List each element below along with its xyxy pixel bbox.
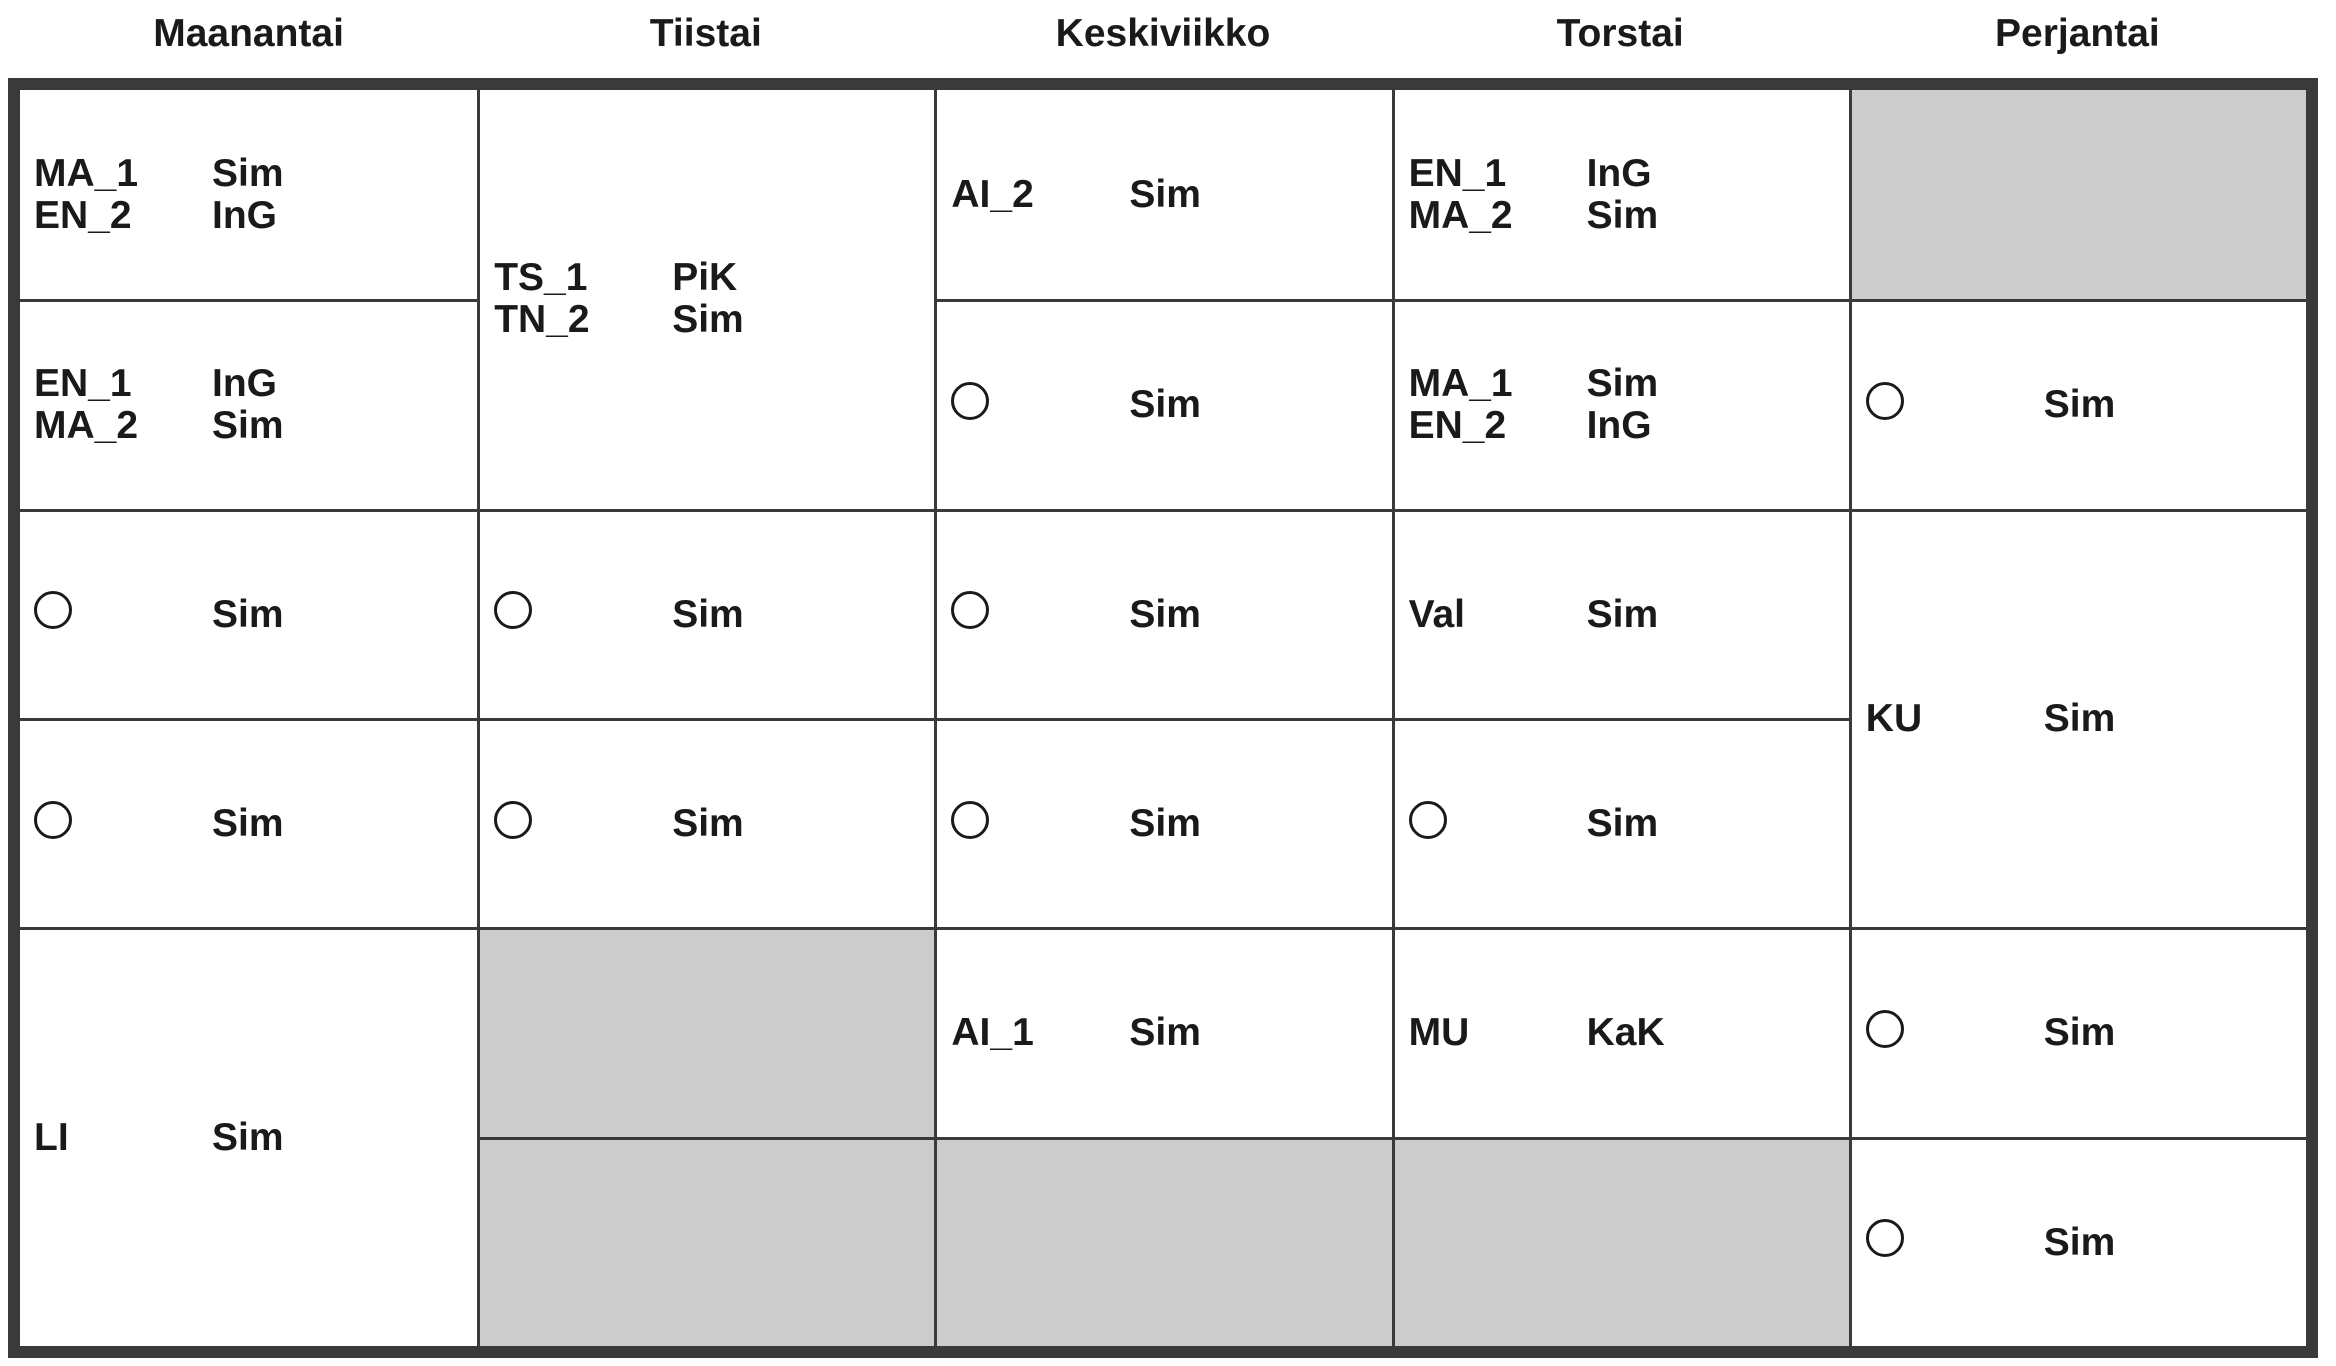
lesson-slot — [937, 718, 1391, 927]
teacher-code: Sim — [1129, 592, 1201, 636]
lesson-entry — [951, 1012, 1201, 1054]
course-code: KU — [1865, 697, 1923, 741]
lesson-slot — [20, 509, 477, 718]
lesson-entry — [34, 363, 284, 405]
empty-slot — [1395, 1137, 1849, 1346]
circle-icon — [494, 591, 532, 629]
lesson-slot — [1395, 927, 1849, 1136]
lesson-entries — [1409, 1012, 1665, 1054]
teacher-code: Sim — [1586, 802, 1659, 846]
teacher-code: Sim — [212, 151, 284, 195]
open-slot-circle-icon — [34, 801, 212, 848]
lesson-entry — [951, 174, 1201, 216]
teacher-code: InG — [212, 193, 277, 237]
course-code: EN_1 — [34, 362, 132, 406]
teacher-code: Sim — [1129, 172, 1201, 216]
lesson-entries — [1409, 153, 1659, 237]
lesson-entry — [494, 801, 744, 848]
lesson-entry — [951, 801, 1201, 848]
circle-icon — [1866, 1010, 1904, 1048]
teacher-code: Sim — [1129, 1011, 1201, 1055]
teacher-code: KaK — [1586, 1011, 1665, 1055]
course-code: TN_2 — [494, 298, 590, 342]
course-code: EN_2 — [1408, 404, 1507, 448]
lesson-slot — [20, 299, 477, 508]
teacher-code: PiK — [672, 256, 738, 300]
lesson-entry — [34, 801, 284, 848]
lesson-entries — [951, 382, 1201, 429]
lesson-slot — [937, 509, 1391, 718]
lesson-entry — [494, 257, 744, 299]
lesson-slot — [20, 718, 477, 927]
lesson-entries — [1409, 801, 1659, 848]
lesson-entries — [34, 801, 284, 848]
lesson-slot — [1852, 1137, 2306, 1346]
open-slot-circle-icon — [951, 382, 1129, 429]
course-code: EN_2 — [34, 193, 132, 237]
lesson-entry — [1866, 698, 2116, 740]
lesson-entries — [1409, 363, 1659, 447]
lesson-slot — [937, 90, 1391, 299]
lesson-slot — [20, 90, 477, 299]
lesson-entry — [1409, 405, 1659, 447]
teacher-code: Sim — [2043, 1011, 2116, 1055]
teacher-code: Sim — [1586, 193, 1659, 237]
lesson-entries — [34, 363, 284, 447]
teacher-code: Sim — [1129, 802, 1201, 846]
lesson-entry — [34, 405, 284, 447]
empty-slot — [480, 1137, 934, 1346]
lesson-entry — [1409, 594, 1659, 636]
lesson-entry — [1866, 382, 2116, 429]
lesson-slot — [1395, 509, 1849, 718]
open-slot-circle-icon — [34, 591, 212, 638]
lesson-slot — [20, 927, 477, 1346]
course-code: LI — [34, 1116, 69, 1160]
open-slot-circle-icon — [494, 591, 672, 638]
circle-icon — [494, 801, 532, 839]
teacher-code: Sim — [672, 298, 744, 342]
circle-icon — [1866, 382, 1904, 420]
teacher-code: InG — [1586, 151, 1652, 195]
teacher-code: InG — [1586, 404, 1652, 448]
day-column-tiistai — [477, 90, 934, 1346]
day-column-keskiviikko — [934, 90, 1391, 1346]
day-column-perjantai — [1849, 90, 2306, 1346]
lesson-entry — [1409, 1012, 1665, 1054]
lesson-entry — [1409, 801, 1659, 848]
lesson-entry — [1866, 1219, 2116, 1266]
circle-icon — [951, 382, 989, 420]
teacher-code: InG — [212, 362, 277, 406]
course-code: EN_1 — [1408, 151, 1507, 195]
lesson-entry — [34, 1117, 284, 1159]
lesson-slot — [1852, 509, 2306, 928]
course-code: Val — [1408, 592, 1465, 636]
lesson-entry — [951, 591, 1201, 638]
lesson-slot — [480, 509, 934, 718]
lesson-entry — [34, 591, 284, 638]
course-code: TS_1 — [494, 256, 588, 300]
open-slot-circle-icon — [1866, 1010, 2044, 1057]
course-code: MA_2 — [34, 404, 139, 448]
lesson-entry — [951, 382, 1201, 429]
circle-icon — [34, 801, 72, 839]
empty-slot — [480, 927, 934, 1136]
lesson-entry — [1409, 363, 1659, 405]
lesson-slot — [937, 927, 1391, 1136]
day-column-maanantai — [20, 90, 477, 1346]
lesson-slot — [1395, 299, 1849, 508]
teacher-code: Sim — [1586, 362, 1659, 406]
course-code: MU — [1408, 1011, 1470, 1055]
teacher-code: Sim — [212, 1116, 284, 1160]
lesson-entries — [494, 801, 744, 848]
teacher-code: Sim — [212, 404, 284, 448]
day-header-maanantai: Maanantai — [153, 12, 344, 55]
lesson-entry — [1409, 153, 1659, 195]
weekly-schedule-grid — [8, 78, 2318, 1358]
lesson-entries — [1866, 698, 2116, 740]
lesson-entries — [34, 1117, 284, 1159]
lesson-entries — [951, 1012, 1201, 1054]
open-slot-circle-icon — [1409, 801, 1587, 848]
lesson-entries — [34, 591, 284, 638]
day-column-torstai — [1392, 90, 1849, 1346]
teacher-code: Sim — [2043, 1220, 2116, 1264]
course-code: AI_2 — [951, 172, 1034, 216]
empty-slot — [937, 1137, 1391, 1346]
lesson-entries — [34, 153, 284, 237]
lesson-entries — [1866, 1219, 2116, 1266]
teacher-code: Sim — [1129, 383, 1201, 427]
lesson-entry — [494, 591, 744, 638]
lesson-slot — [1852, 927, 2306, 1136]
open-slot-circle-icon — [494, 801, 672, 848]
lesson-entry — [1866, 1010, 2116, 1057]
lesson-entries — [494, 591, 744, 638]
teacher-code: Sim — [212, 592, 284, 636]
teacher-code: Sim — [2043, 697, 2116, 741]
lesson-entries — [1409, 594, 1659, 636]
lesson-entries — [951, 801, 1201, 848]
day-header-keskiviikko: Keskiviikko — [1055, 12, 1271, 55]
course-code: MA_1 — [34, 151, 139, 195]
empty-slot — [1852, 90, 2306, 299]
day-header-perjantai: Perjantai — [1995, 12, 2160, 55]
lesson-entries — [494, 257, 744, 341]
teacher-code: Sim — [2043, 383, 2116, 427]
teacher-code: Sim — [212, 802, 284, 846]
lesson-entries — [951, 174, 1201, 216]
lesson-entry — [34, 153, 284, 195]
teacher-code: Sim — [672, 802, 744, 846]
lesson-entry — [494, 299, 744, 341]
course-code: MA_1 — [1408, 362, 1513, 406]
circle-icon — [1409, 801, 1447, 839]
lesson-entries — [1866, 382, 2116, 429]
lesson-slot — [1395, 718, 1849, 927]
circle-icon — [34, 591, 72, 629]
lesson-slot — [1852, 299, 2306, 508]
lesson-entries — [1866, 1010, 2116, 1057]
lesson-slot — [937, 299, 1391, 508]
circle-icon — [1866, 1219, 1904, 1257]
open-slot-circle-icon — [951, 591, 1129, 638]
lesson-entries — [951, 591, 1201, 638]
day-header-torstai: Torstai — [1556, 12, 1684, 55]
lesson-slot — [480, 90, 934, 509]
circle-icon — [951, 801, 989, 839]
teacher-code: Sim — [672, 592, 744, 636]
course-code: AI_1 — [951, 1011, 1034, 1055]
lesson-entry — [1409, 195, 1659, 237]
lesson-entry — [34, 195, 284, 237]
lesson-slot — [1395, 90, 1849, 299]
open-slot-circle-icon — [1866, 382, 2044, 429]
circle-icon — [951, 591, 989, 629]
open-slot-circle-icon — [1866, 1219, 2044, 1266]
lesson-slot — [480, 718, 934, 927]
course-code: MA_2 — [1408, 193, 1513, 237]
teacher-code: Sim — [1586, 592, 1659, 636]
day-header-tiistai: Tiistai — [649, 12, 762, 55]
open-slot-circle-icon — [951, 801, 1129, 848]
